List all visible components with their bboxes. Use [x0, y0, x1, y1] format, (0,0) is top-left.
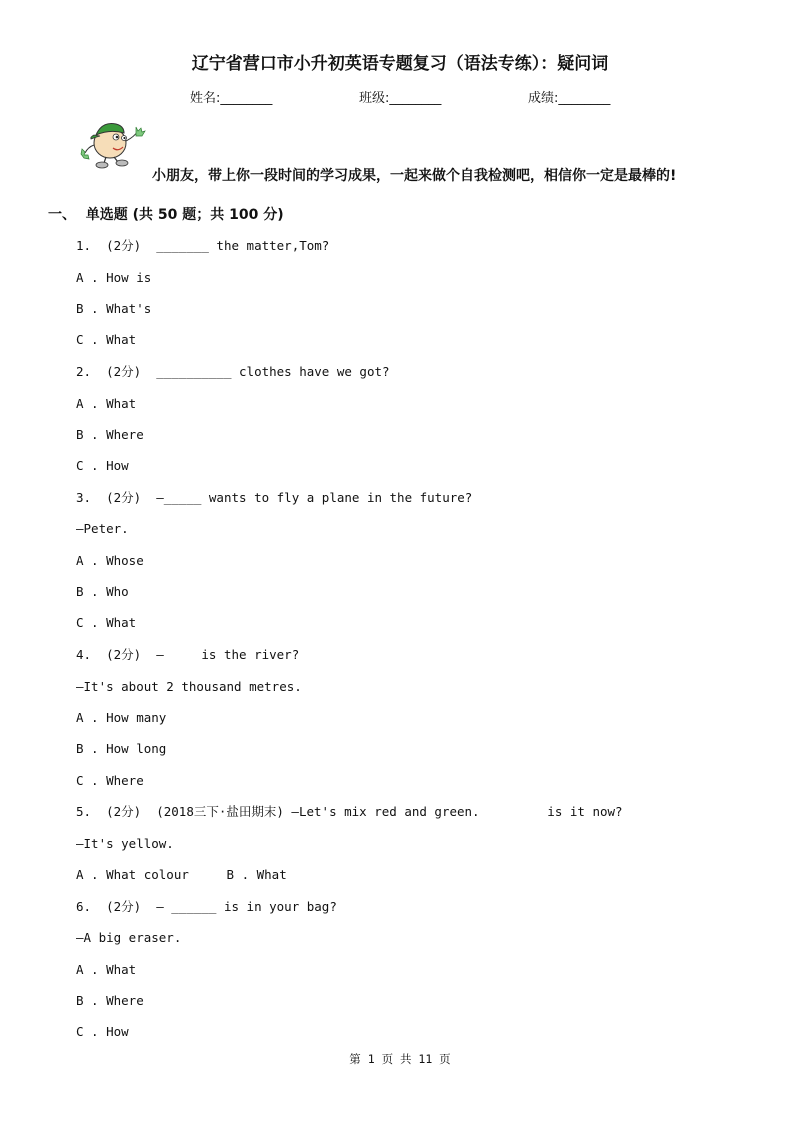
- question-3-answer-line: —Peter.: [76, 521, 129, 536]
- cartoon-boy-mascot-icon: [80, 115, 146, 169]
- page-title: 辽宁省营口市小升初英语专题复习（语法专练）：疑问词: [191, 54, 609, 74]
- question-2-option-b: B . Where: [76, 427, 144, 442]
- question-5: 5. (2分) (2018三下·盐田期末) —Let's mix red and green. is it now?: [76, 804, 623, 819]
- question-2-option-c: C . How: [76, 458, 129, 473]
- question-4-option-c: C . Where: [76, 773, 144, 788]
- page-footer: 第 1 页 共 11 页: [349, 1052, 451, 1066]
- question-4: 4. (2分) — is the river?: [76, 647, 300, 662]
- question-1-option-a: A . How is: [76, 270, 152, 285]
- question-6-option-a: A . What: [76, 962, 137, 977]
- question-5-options: A . What colour B . What: [76, 867, 287, 882]
- question-3: 3. (2分) —_____ wants to fly a plane in the future?: [76, 490, 473, 505]
- question-6: 6. (2分) — ______ is in your bag?: [76, 899, 337, 914]
- question-1-option-b: B . What's: [76, 301, 152, 316]
- question-6-option-c: C . How: [76, 1024, 129, 1039]
- question-6-option-b: B . Where: [76, 993, 144, 1008]
- section-heading: 一、 单选题 (共 50 题；共 100 分): [48, 207, 284, 223]
- question-4-option-b: B . How long: [76, 741, 167, 756]
- name-field-label: 姓名:________: [190, 91, 273, 106]
- question-6-answer-line: —A big eraser.: [76, 930, 182, 945]
- score-field-label: 成绩:________: [528, 91, 611, 106]
- question-4-option-a: A . How many: [76, 710, 167, 725]
- question-3-option-b: B . Who: [76, 584, 129, 599]
- encouragement-text: 小朋友，带上你一段时间的学习成果，一起来做个自我检测吧，相信你一定是最棒的!: [152, 168, 677, 184]
- question-4-answer-line: —It's about 2 thousand metres.: [76, 679, 302, 694]
- class-field-label: 班级:________: [359, 91, 442, 106]
- question-3-option-a: A . Whose: [76, 553, 144, 568]
- question-2-option-a: A . What: [76, 396, 137, 411]
- question-3-option-c: C . What: [76, 615, 137, 630]
- question-1: 1. (2分) _______ the matter,Tom?: [76, 238, 330, 253]
- question-5-answer-line: —It's yellow.: [76, 836, 174, 851]
- question-1-option-c: C . What: [76, 332, 137, 347]
- question-2: 2. (2分) __________ clothes have we got?: [76, 364, 390, 379]
